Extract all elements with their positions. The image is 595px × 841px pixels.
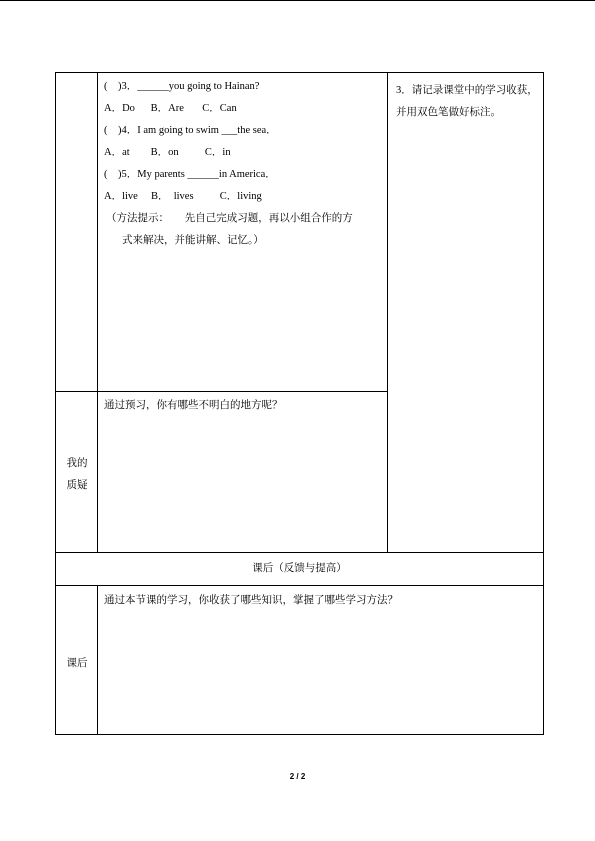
exercise-cell xyxy=(97,72,388,392)
question-5-options: A．live B． lives C．living xyxy=(104,191,262,202)
after-class-label: 课后 xyxy=(66,658,88,669)
page-number: 2 / 2 xyxy=(289,772,306,781)
question-3: ( )3．______you going to Hainan? xyxy=(104,81,260,92)
after-class-header: 课后（反馈与提高） xyxy=(252,563,347,574)
questions-label-line-2: 质疑 xyxy=(66,480,88,491)
question-5: ( )5．My parents ______in America． xyxy=(104,169,276,180)
after-class-prompt: 通过本节课的学习，你收获了哪些知识，掌握了哪些学习方法？ xyxy=(104,595,398,606)
questions-content-cell xyxy=(97,391,388,553)
notes-cell xyxy=(387,72,544,553)
question-4: ( )4．I am going to swim ___the sea． xyxy=(104,125,277,136)
question-3-options: A．Do B．Are C．Can xyxy=(104,103,237,114)
left-label-cell-1 xyxy=(55,72,98,392)
questions-label-line-1: 我的 xyxy=(66,458,88,469)
notes-text: 3．请记录课堂中的学习收获，并用双色笔做好标注。 xyxy=(396,85,538,118)
method-hint-line-1: （方法提示： 先自己完成习题，再以小组合作的方 xyxy=(106,213,353,224)
question-4-options: A．at B．on C．in xyxy=(104,147,231,158)
questions-prompt: 通过预习，你有哪些不明白的地方呢？ xyxy=(104,400,283,411)
page-top-rule xyxy=(0,0,595,1)
method-hint-line-2: 式来解决，并能讲解、记忆。） xyxy=(122,235,264,246)
